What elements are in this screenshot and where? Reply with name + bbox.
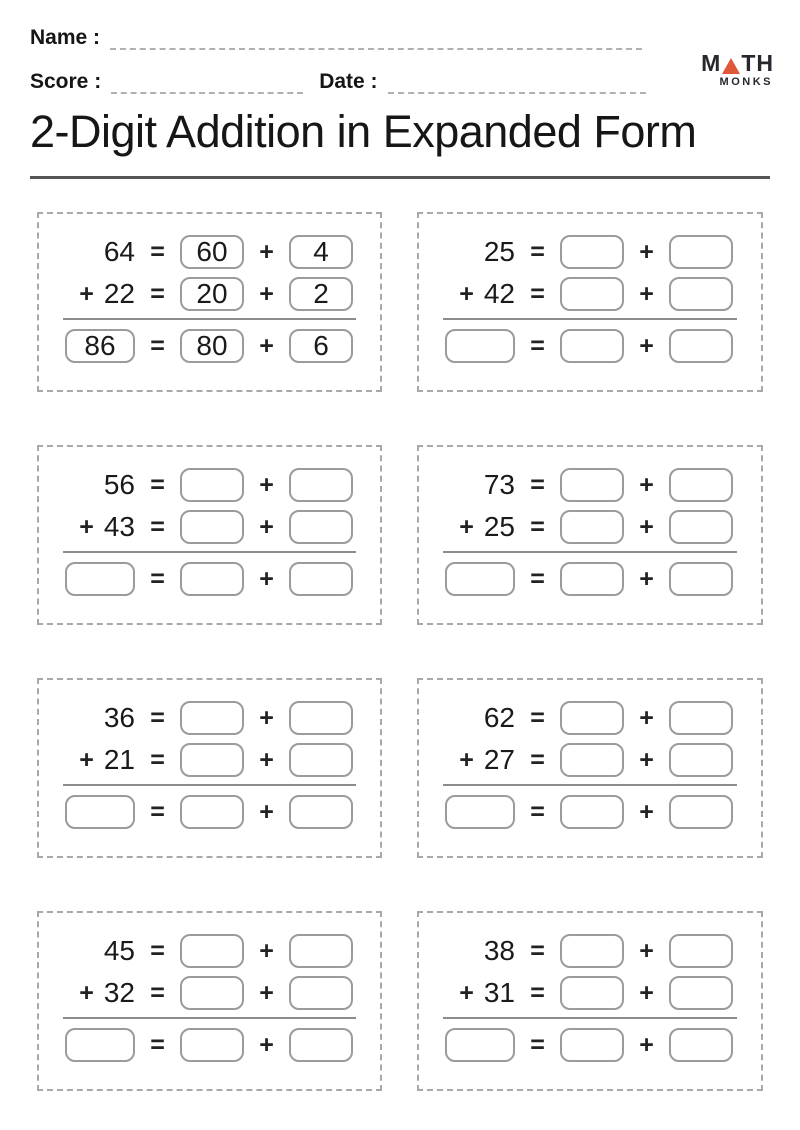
plus-sign: + <box>259 1030 274 1059</box>
addend-2-value: 42 <box>483 278 515 309</box>
plus-sign: + <box>639 978 654 1007</box>
addend-row-2 <box>63 972 356 1014</box>
equals-sign: = <box>530 978 545 1007</box>
sum-cell <box>443 562 515 596</box>
sum-ones-slot[interactable] <box>289 1028 353 1062</box>
equals-sign: = <box>530 564 545 593</box>
tens-slot[interactable] <box>180 468 244 502</box>
plus-prefix: + <box>459 279 474 308</box>
ones-slot[interactable] <box>669 743 733 777</box>
sum-cell <box>63 562 135 596</box>
sum-row <box>63 558 356 600</box>
addend-2 <box>63 278 135 310</box>
plus-sign: + <box>259 797 274 826</box>
addend-row-2 <box>443 972 737 1014</box>
name-label: Name : <box>30 26 101 49</box>
sum-tens-slot[interactable] <box>180 1028 244 1062</box>
sum-line <box>63 784 356 786</box>
addend-row-2 <box>443 273 737 315</box>
addend-row-1 <box>63 464 356 506</box>
sum-line <box>63 551 356 553</box>
ones-slot[interactable] <box>289 701 353 735</box>
sum-ones-slot[interactable]: 6 <box>289 329 353 363</box>
plus-sign: + <box>259 237 274 266</box>
addend-row-1 <box>63 231 356 273</box>
ones-slot[interactable] <box>289 976 353 1010</box>
addend-2-value: 32 <box>103 977 135 1008</box>
addend-2-value: 22 <box>103 278 135 309</box>
equals-sign: = <box>530 1030 545 1059</box>
equals-sign: = <box>530 470 545 499</box>
ones-slot[interactable] <box>289 510 353 544</box>
addend-row-1 <box>443 697 737 739</box>
addend-1-value: 36 <box>103 702 135 733</box>
plus-prefix: + <box>79 978 94 1007</box>
ones-slot[interactable] <box>669 235 733 269</box>
plus-sign: + <box>639 564 654 593</box>
equals-sign: = <box>150 470 165 499</box>
sum-cell <box>63 795 135 829</box>
addend-2 <box>63 511 135 543</box>
plus-sign: + <box>259 279 274 308</box>
sum-line <box>443 1017 737 1019</box>
equals-sign: = <box>150 1030 165 1059</box>
ones-slot[interactable] <box>669 934 733 968</box>
equals-sign: = <box>150 936 165 965</box>
equals-sign: = <box>530 237 545 266</box>
addend-2 <box>63 744 135 776</box>
score-date-row <box>30 70 646 94</box>
plus-sign: + <box>639 237 654 266</box>
sum-ones-slot[interactable] <box>669 1028 733 1062</box>
sum-slot[interactable] <box>445 1028 515 1062</box>
sum-row <box>63 1024 356 1066</box>
page-title: 2-Digit Addition in Expanded Form <box>30 106 697 157</box>
plus-prefix: + <box>459 978 474 1007</box>
ones-slot[interactable] <box>669 510 733 544</box>
addend-1 <box>63 702 135 734</box>
equals-sign: = <box>530 797 545 826</box>
sum-ones-slot[interactable] <box>289 795 353 829</box>
addend-row-1 <box>443 464 737 506</box>
plus-sign: + <box>639 470 654 499</box>
sum-slot[interactable]: 86 <box>65 329 135 363</box>
sum-line <box>443 784 737 786</box>
triangle-icon <box>722 58 740 74</box>
problem-box <box>37 212 382 392</box>
tens-slot[interactable] <box>560 743 624 777</box>
equals-sign: = <box>530 703 545 732</box>
tens-slot[interactable] <box>180 701 244 735</box>
score-write-line[interactable] <box>111 76 303 94</box>
sum-tens-slot[interactable] <box>560 795 624 829</box>
addend-2 <box>443 744 515 776</box>
logo-letter-m: M <box>701 50 722 76</box>
sum-line <box>63 1017 356 1019</box>
sum-slot[interactable] <box>445 562 515 596</box>
ones-slot[interactable] <box>669 976 733 1010</box>
name-row <box>30 26 642 50</box>
plus-sign: + <box>639 797 654 826</box>
sum-slot[interactable] <box>445 795 515 829</box>
plus-sign: + <box>639 279 654 308</box>
plus-sign: + <box>639 1030 654 1059</box>
tens-slot[interactable]: 20 <box>180 277 244 311</box>
tens-slot[interactable] <box>560 934 624 968</box>
addend-2 <box>443 511 515 543</box>
sum-cell <box>63 329 135 363</box>
addend-row-1 <box>63 930 356 972</box>
addend-1 <box>443 236 515 268</box>
equals-sign: = <box>150 797 165 826</box>
sum-cell <box>443 1028 515 1062</box>
score-label: Score : <box>30 70 102 93</box>
plus-sign: + <box>259 512 274 541</box>
sum-slot[interactable] <box>65 795 135 829</box>
addend-row-1 <box>443 930 737 972</box>
equals-sign: = <box>150 237 165 266</box>
equals-sign: = <box>150 564 165 593</box>
sum-line <box>443 318 737 320</box>
equals-sign: = <box>150 512 165 541</box>
plus-sign: + <box>259 978 274 1007</box>
plus-prefix: + <box>459 745 474 774</box>
plus-sign: + <box>639 703 654 732</box>
equals-sign: = <box>150 703 165 732</box>
sum-row <box>443 791 737 833</box>
addend-2-value: 27 <box>483 744 515 775</box>
addend-row-2 <box>443 506 737 548</box>
addend-row-2 <box>443 739 737 781</box>
addend-1-value: 25 <box>483 236 515 267</box>
ones-slot[interactable] <box>289 468 353 502</box>
sum-tens-slot[interactable] <box>560 329 624 363</box>
equals-sign: = <box>150 978 165 1007</box>
equals-sign: = <box>530 331 545 360</box>
addend-1 <box>63 236 135 268</box>
sum-row <box>443 558 737 600</box>
logo-subtext: MONKS <box>719 76 773 88</box>
problem-box <box>417 911 763 1091</box>
ones-slot[interactable] <box>289 934 353 968</box>
plus-sign: + <box>259 703 274 732</box>
sum-row <box>63 791 356 833</box>
plus-prefix: + <box>459 512 474 541</box>
sum-slot[interactable] <box>65 562 135 596</box>
addend-1 <box>443 702 515 734</box>
ones-slot[interactable] <box>289 743 353 777</box>
title-rule <box>30 176 770 179</box>
plus-sign: + <box>259 470 274 499</box>
ones-slot[interactable] <box>669 468 733 502</box>
tens-slot[interactable] <box>180 934 244 968</box>
tens-slot[interactable] <box>180 976 244 1010</box>
addend-row-1 <box>443 231 737 273</box>
plus-prefix: + <box>79 279 94 308</box>
problem-box <box>37 911 382 1091</box>
ones-slot[interactable]: 2 <box>289 277 353 311</box>
problem-box <box>37 445 382 625</box>
addend-2-value: 25 <box>483 511 515 542</box>
addend-1-value: 73 <box>483 469 515 500</box>
sum-row <box>443 325 737 367</box>
sum-cell <box>443 329 515 363</box>
plus-sign: + <box>639 331 654 360</box>
sum-row <box>443 1024 737 1066</box>
logo-wordmark <box>701 52 774 75</box>
sum-tens-slot[interactable] <box>180 562 244 596</box>
equals-sign: = <box>530 936 545 965</box>
tens-slot[interactable] <box>560 976 624 1010</box>
addend-row-2 <box>63 506 356 548</box>
tens-slot[interactable] <box>560 468 624 502</box>
sum-ones-slot[interactable] <box>669 795 733 829</box>
date-label: Date : <box>319 70 378 93</box>
sum-ones-slot[interactable] <box>289 562 353 596</box>
sum-line <box>443 551 737 553</box>
addend-2 <box>63 977 135 1009</box>
sum-tens-slot[interactable] <box>560 1028 624 1062</box>
addend-1 <box>443 935 515 967</box>
plus-sign: + <box>259 564 274 593</box>
math-monks-logo <box>701 52 774 88</box>
plus-sign: + <box>259 331 274 360</box>
sum-slot[interactable] <box>445 329 515 363</box>
addend-1-value: 62 <box>483 702 515 733</box>
addend-1 <box>63 469 135 501</box>
tens-slot[interactable] <box>560 277 624 311</box>
name-write-line[interactable] <box>110 32 642 50</box>
sum-ones-slot[interactable] <box>669 562 733 596</box>
tens-slot[interactable] <box>560 510 624 544</box>
addend-row-2 <box>63 739 356 781</box>
sum-cell <box>443 795 515 829</box>
sum-slot[interactable] <box>65 1028 135 1062</box>
equals-sign: = <box>150 331 165 360</box>
addend-1-value: 45 <box>103 935 135 966</box>
addend-2-value: 31 <box>483 977 515 1008</box>
equals-sign: = <box>530 745 545 774</box>
plus-sign: + <box>639 936 654 965</box>
addend-2 <box>443 278 515 310</box>
logo-letters-th: TH <box>741 50 774 76</box>
equals-sign: = <box>150 279 165 308</box>
plus-prefix: + <box>79 745 94 774</box>
sum-cell <box>63 1028 135 1062</box>
addend-row-1 <box>63 697 356 739</box>
tens-slot[interactable] <box>560 235 624 269</box>
addend-1 <box>443 469 515 501</box>
ones-slot[interactable] <box>669 277 733 311</box>
addend-1-value: 64 <box>103 236 135 267</box>
sum-ones-slot[interactable] <box>669 329 733 363</box>
addend-2 <box>443 977 515 1009</box>
addend-row-2 <box>63 273 356 315</box>
sum-tens-slot[interactable] <box>560 562 624 596</box>
addend-2-value: 21 <box>103 744 135 775</box>
ones-slot[interactable] <box>669 701 733 735</box>
plus-sign: + <box>259 745 274 774</box>
date-write-line[interactable] <box>388 76 646 94</box>
plus-sign: + <box>259 936 274 965</box>
sum-line <box>63 318 356 320</box>
ones-slot[interactable]: 4 <box>289 235 353 269</box>
sum-tens-slot[interactable]: 80 <box>180 329 244 363</box>
tens-slot[interactable] <box>180 743 244 777</box>
problem-box <box>417 678 763 858</box>
problem-box <box>417 212 763 392</box>
problem-box <box>417 445 763 625</box>
tens-slot[interactable]: 60 <box>180 235 244 269</box>
tens-slot[interactable] <box>560 701 624 735</box>
plus-prefix: + <box>79 512 94 541</box>
addend-1 <box>63 935 135 967</box>
sum-tens-slot[interactable] <box>180 795 244 829</box>
addend-1-value: 38 <box>483 935 515 966</box>
sum-row <box>63 325 356 367</box>
plus-sign: + <box>639 745 654 774</box>
plus-sign: + <box>639 512 654 541</box>
addend-1-value: 56 <box>103 469 135 500</box>
tens-slot[interactable] <box>180 510 244 544</box>
equals-sign: = <box>530 279 545 308</box>
equals-sign: = <box>150 745 165 774</box>
problems-grid <box>37 212 763 1091</box>
addend-2-value: 43 <box>103 511 135 542</box>
equals-sign: = <box>530 512 545 541</box>
problem-box <box>37 678 382 858</box>
